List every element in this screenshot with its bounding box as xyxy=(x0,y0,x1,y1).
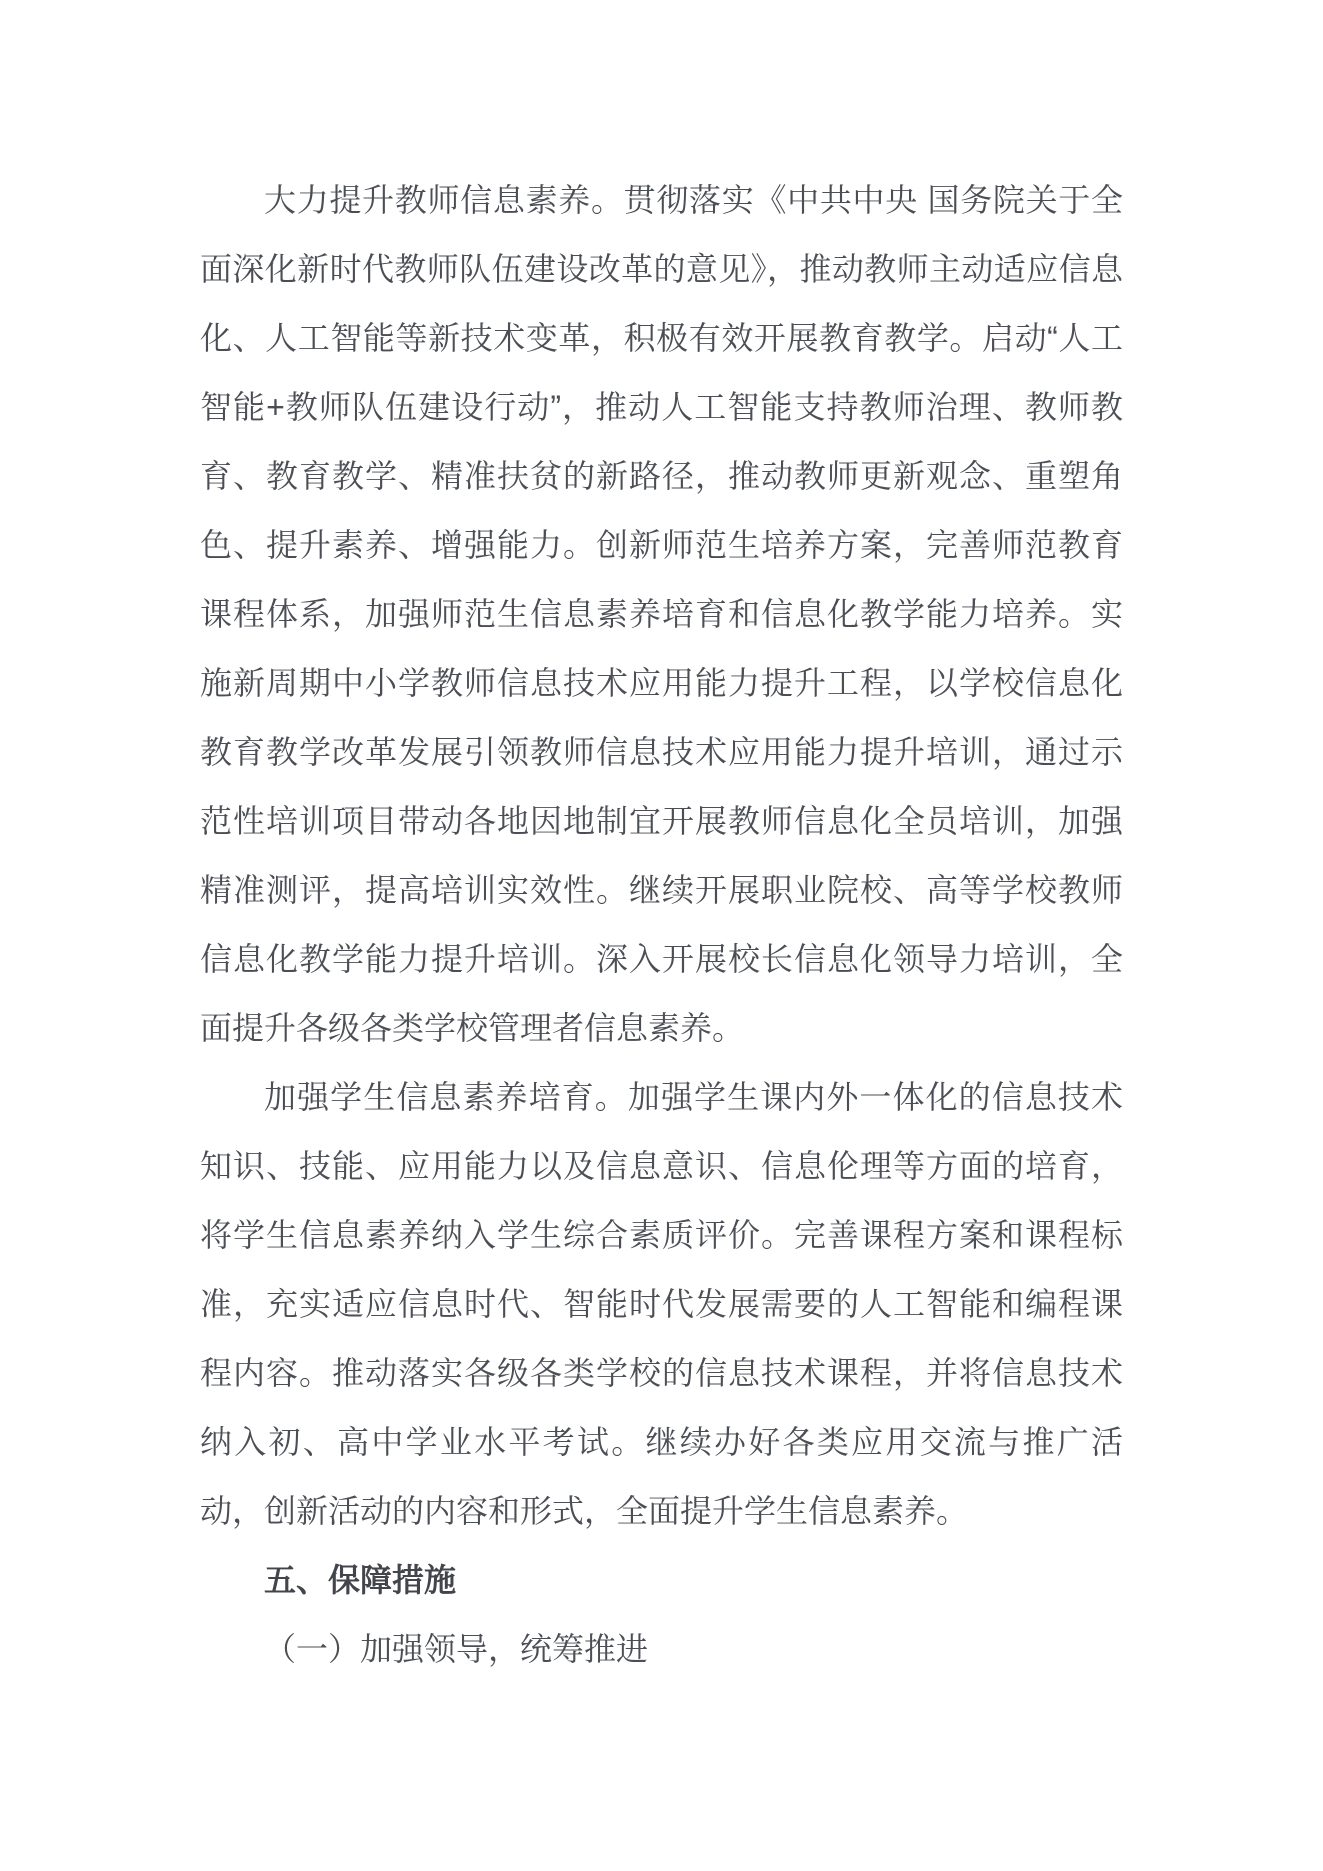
section-heading-safeguard-measures: 五、保障措施 xyxy=(264,1562,457,1598)
paragraph-teacher-info-literacy: 大力提升教师信息素养。贯彻落实《中共中央 国务院关于全面深化新时代教师队伍建设改革的意见》，推动教师主动适应信息化、人工智能等新技术变革，积极有效开展教育教学。启动“人工智能+教师队伍建设行动”，推动人工智能支持教师治理、教师教育、教育教学、精准扶贫的新路径，推动教师更新观念、重塑角色、提升素养、增强能力。创新师范生培养方案，完善师范教育课程体系，加强师范生信息素养培育和信息化教学能力培养。实施新周期中小学教师信息技术应用能力提升工程，以学校信息化教育教学改革发展引领教师信息技术应用能力提升培训，通过示范性培训项目带动各地因地制宜开展教师信息化全员培训，加强精准测评，提高培训实效性。继续开展职业院校、高等学校教师信息化教学能力提升培训。深入开展校长信息化领导力培训，全面提升各级各类学校管理者信息素养。 xyxy=(200,182,1123,1046)
subsection-heading-strengthen-leadership: （一）加强领导，统筹推进 xyxy=(264,1631,649,1667)
paragraph-student-info-literacy: 加强学生信息素养培育。加强学生课内外一体化的信息技术知识、技能、应用能力以及信息意识、信息伦理等方面的培育，将学生信息素养纳入学生综合素质评价。完善课程方案和课程标准，充实适应信息时代、智能时代发展需要的人工智能和编程课程内容。推动落实各级各类学校的信息技术课程，并将信息技术纳入初、高中学业水平考试。继续办好各类应用交流与推广活动，创新活动的内容和形式，全面提升学生信息素养。 xyxy=(200,1079,1123,1529)
document-body xyxy=(200,166,1123,1684)
